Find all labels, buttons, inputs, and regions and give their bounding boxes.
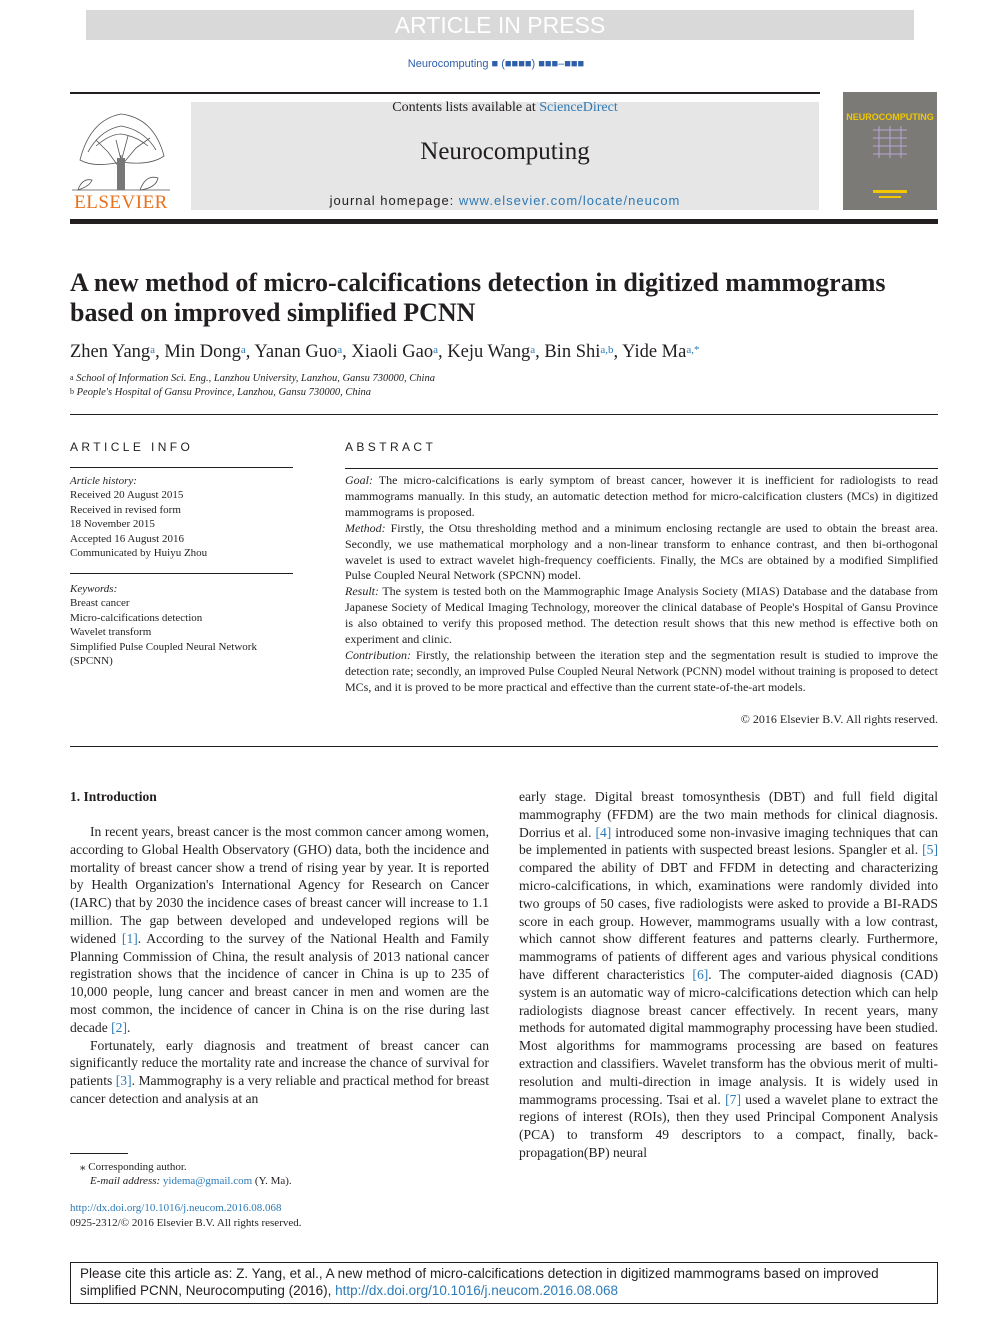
affiliation-text: People's Hospital of Gansu Province, Lanzhou, Gansu 730000, China <box>76 387 372 398</box>
affiliation-text: School of Information Sci. Eng., Lanzhou University, Lanzhou, Gansu 730000, China <box>76 373 435 384</box>
result-text: The system is tested both on the Mammographic Image Analysis Society (MIAS) Database and the database from Japanese Society of Medical Imaging Technology, moreover the clinical database of People's Hospital of Gansu Province is also obtained to verify this proposed method. The detection result shows that this new method is effective both on experiment and clinic. <box>345 584 938 647</box>
corresponding-author-note: ⁎ Corresponding author. <box>80 1161 187 1173</box>
body-paragraph <box>519 788 938 1162</box>
reference-link[interactable]: [5] <box>922 842 938 858</box>
method-label: Method: <box>345 520 386 535</box>
abstract-rule <box>345 468 938 469</box>
method-text: Firstly, the Otsu thresholding method and a minimum enclosing rectangle are used to obtain the breast area. Secondly, we use mathematical morphology and a non-linear transform to enhance contrast, and then bi-orthogonal wavelet is used to extract wavelet high-frequency coefficients. Finally, the MCs are obtained by a modified Simplified Pulse Coupled Neural Network (SPCNN) model. <box>345 520 938 583</box>
reference-link[interactable]: [3] <box>115 1073 132 1089</box>
contribution-text: Firstly, the relationship between the iteration step and the segmentation result is studied to improve the detection rate; secondly, an improved Pulse Coupled Neural Network (PCNN) model without training is proposed to detect MCs, and it is proved to be more practical and effective than the current state-of-the-art models. <box>345 647 938 694</box>
masthead-top-rule <box>70 92 820 94</box>
author-name: Bin Shi <box>544 342 601 362</box>
journal-homepage-line <box>191 193 819 208</box>
body-text: . According to the survey of the National Health and Family Planning Commission of China, the result analysis of 2013 national cancer registration shows that the incidence of cancer in China is up to 235 of 10,000 people, lung cancer and breast cancer in men and women are the most common, the incidence of cancer in China is on the rise during last decade <box>70 930 489 1035</box>
journal-name: Neurocomputing <box>420 138 590 165</box>
journal-citation-line[interactable]: Neurocomputing ■ (■■■■) ■■■–■■■ <box>407 58 585 70</box>
affiliation-mark: a <box>70 373 74 382</box>
contents-line <box>191 100 819 116</box>
abstract-goal <box>345 473 938 521</box>
body-text: early stage. Digital breast tomosynthesis (DBT) and full field digital mammography (FFDM) are the two main methods for clinical diagnosis. Dorrius et al. <box>519 789 938 840</box>
body-text: used a wavelet plane to extract the regions of interest (ROIs), then they used Principal Component Analysis (PCA) to transform 49 descriptors to a compact, finally, back-propagation(BP) neural <box>519 1091 939 1160</box>
body-text: compared the ability of DBT and FFDM in detecting and characterizing micro-calcifications, in which, examinations were randomly divided into two groups of 50 cases, five radiologists were asked to provide a BI-RADS score in each group. However, mammograms usually with a low contrast, which cannot show different features and patterns clearly. Furthermore, mammograms of patients of different ages and various physical conditions have different characteristics <box>519 860 938 982</box>
author-list: Zhen Yang$^a$, Min Dong$^a$, Yanan Guo$^a$, Xiaoli Gao$^a$, Keju Wang$^a$, Bin Shi$^{a,b}$, Yide $Ma^{a,*}$ <box>70 342 700 362</box>
reference-link[interactable]: [1] <box>121 930 138 946</box>
body-column-right <box>519 788 938 1162</box>
abstract-heading: ABSTRACT <box>345 440 437 454</box>
result-label: Result: <box>345 584 379 599</box>
author-affiliation-mark[interactable]: a,b <box>600 344 614 356</box>
abstract-result <box>345 584 938 648</box>
affiliation-a <box>70 373 930 384</box>
body-text: Fortunately, early diagnosis and treatment of breast cancer can significantly reduce the mortality rate and increase the chance of survival for patients <box>70 1037 489 1089</box>
history-item: 18 November 2015 <box>70 518 155 531</box>
abstract-method <box>345 521 938 585</box>
reference-link[interactable]: [6] <box>692 966 709 982</box>
keyword-item: Wavelet transform <box>70 626 152 639</box>
body-text: In recent years, breast cancer is the most common cancer among women, according to Global Health Observatory (GHO) data, both the incidence and mortality of breast cancer show a trend of rising year by year. It is reported by Health Organization's International Agency for Research on Cancer (IARC) that by 2030 the incidence cases of breast cancer will increase to 1.1 million. The gap between developed and undeveloped regions will be widened <box>70 824 489 946</box>
abstract-body <box>345 473 938 696</box>
doi-link[interactable] <box>70 1201 489 1215</box>
history-item: Accepted 16 August 2016 <box>70 532 184 545</box>
reference-link[interactable]: [7] <box>725 1091 741 1107</box>
author-affiliation-mark[interactable]: a <box>530 344 536 356</box>
citation-doi-link[interactable]: http://dx.doi.org/10.1016/j.neucom.2016.08.068 <box>335 1282 619 1298</box>
goal-label: Goal: <box>345 473 373 487</box>
body-paragraph <box>70 1037 489 1108</box>
keywords-rule <box>70 573 293 574</box>
issn-line: 0925-2312/© 2016 Elsevier B.V. All rights reserved. <box>70 1217 302 1229</box>
author-name: Keju Wang <box>447 342 531 362</box>
affiliation-b <box>70 387 930 398</box>
homepage-link[interactable]: www.elsevier.com/locate/neucom <box>458 193 681 208</box>
keyword-item: Micro-calcifications detection <box>70 611 203 624</box>
contents-prefix: Contents lists available at <box>392 100 540 115</box>
author-affiliation-mark[interactable]: a <box>337 344 343 356</box>
affiliation-mark: b <box>70 387 74 396</box>
copyright-notice: © 2016 Elsevier B.V. All rights reserved. <box>740 712 938 726</box>
author-affiliation-mark[interactable]: a <box>240 344 246 356</box>
cover-grid-graphic <box>843 92 937 210</box>
abstract-contribution <box>345 648 938 696</box>
masthead-bottom-rule <box>70 219 938 224</box>
footnote-rule <box>70 1153 128 1154</box>
email-link[interactable]: yidema@gmail.com <box>162 1175 253 1187</box>
history-item: Communicated by Huiyu Zhou <box>70 547 208 560</box>
goal-text: The micro-calcifications is early symptom of breast cancer, however it is inefficient for radiologists to read mammograms manually. In this study, an automatic detection method for micro-calcification clusters (MCs) in digitized mammograms is proposed. <box>345 473 938 519</box>
body-column-left <box>70 823 489 1108</box>
author-name: Xiaoli Gao <box>351 342 434 362</box>
contribution-label: Contribution: <box>345 647 412 662</box>
body-text: . The computer-aided diagnosis (CAD) system is an automatic way of micro-calcifications detection which can help radiologists diagnose breast cancer effectively. In recent years, many methods for automated digital mammography processing have been studied. Most algorithms for mammograms processing are based on features extraction and classifiers. Wavelet transform has the obvious merit of multi-resolution and multi-direction in image analysis. It is widely used in mammograms processing. Tsai et al. <box>519 966 938 1107</box>
sciencedirect-link[interactable]: ScienceDirect <box>539 100 618 115</box>
keyword-item: Simplified Pulse Coupled Neural Network <box>70 640 257 653</box>
citation-text: Please cite this article as: Z. Yang, et al., A new method of micro-calcifications detection in digitized mammograms based on improved simplified PCNN, Neurocomputing (2016), <box>80 1266 879 1298</box>
email-label: E-mail address: <box>90 1175 163 1187</box>
article-title: A new method of micro-calcifications detection in digitized mammograms based on improved simplified PCNN <box>70 268 886 327</box>
header-divider <box>70 414 938 415</box>
body-text: . Mammography is a very reliable and practical method for breast cancer detection and analysis at an <box>70 1073 489 1106</box>
keywords <box>70 582 300 668</box>
abstract-divider <box>70 746 938 747</box>
article-in-press-banner: ARTICLE IN PRESS <box>86 10 914 40</box>
author-affiliation-mark[interactable]: a <box>433 344 438 356</box>
homepage-prefix: journal homepage: <box>329 193 459 208</box>
keywords-label: Keywords: <box>70 583 118 595</box>
section-heading-introduction: 1. Introduction <box>70 789 157 804</box>
keyword-item: (SPCNN) <box>70 655 113 668</box>
elsevier-wordmark: ELSEVIER <box>74 192 168 213</box>
author-name: Zhen Yang <box>70 342 151 362</box>
body-text: . <box>127 1019 131 1035</box>
author-name: Yanan Guo <box>254 342 338 362</box>
reference-link[interactable]: [4] <box>595 824 612 840</box>
doi-text[interactable]: http://dx.doi.org/10.1016/j.neucom.2016.08.068 <box>70 1202 282 1214</box>
author-name: Min Dong <box>164 342 241 362</box>
reference-link[interactable]: [2] <box>111 1019 127 1035</box>
article-history <box>70 474 300 560</box>
history-item: Received 20 August 2015 <box>70 489 184 502</box>
email-suffix: (Y. Ma). <box>252 1175 292 1187</box>
citation-box <box>70 1262 938 1304</box>
journal-cover-thumbnail[interactable] <box>843 92 937 210</box>
author-affiliation-mark[interactable]: a,* <box>686 344 700 356</box>
history-label: Article history: <box>70 475 137 487</box>
history-item: Received in revised form <box>70 503 181 516</box>
body-text: introduced some non-invasive imaging techniques that can be implemented in patients with suspected breast lesions. Spangler et al. <box>519 824 938 858</box>
article-info-heading: ARTICLE INFO <box>70 440 194 454</box>
body-paragraph <box>70 823 489 1037</box>
cover-title: NEUROCOMPUTING <box>846 112 934 122</box>
article-info-rule <box>70 467 293 468</box>
keyword-item: Breast cancer <box>70 597 130 610</box>
email-note <box>70 1174 489 1188</box>
author-name: Yide Ma <box>622 342 687 362</box>
author-affiliation-mark[interactable]: a <box>150 344 156 356</box>
